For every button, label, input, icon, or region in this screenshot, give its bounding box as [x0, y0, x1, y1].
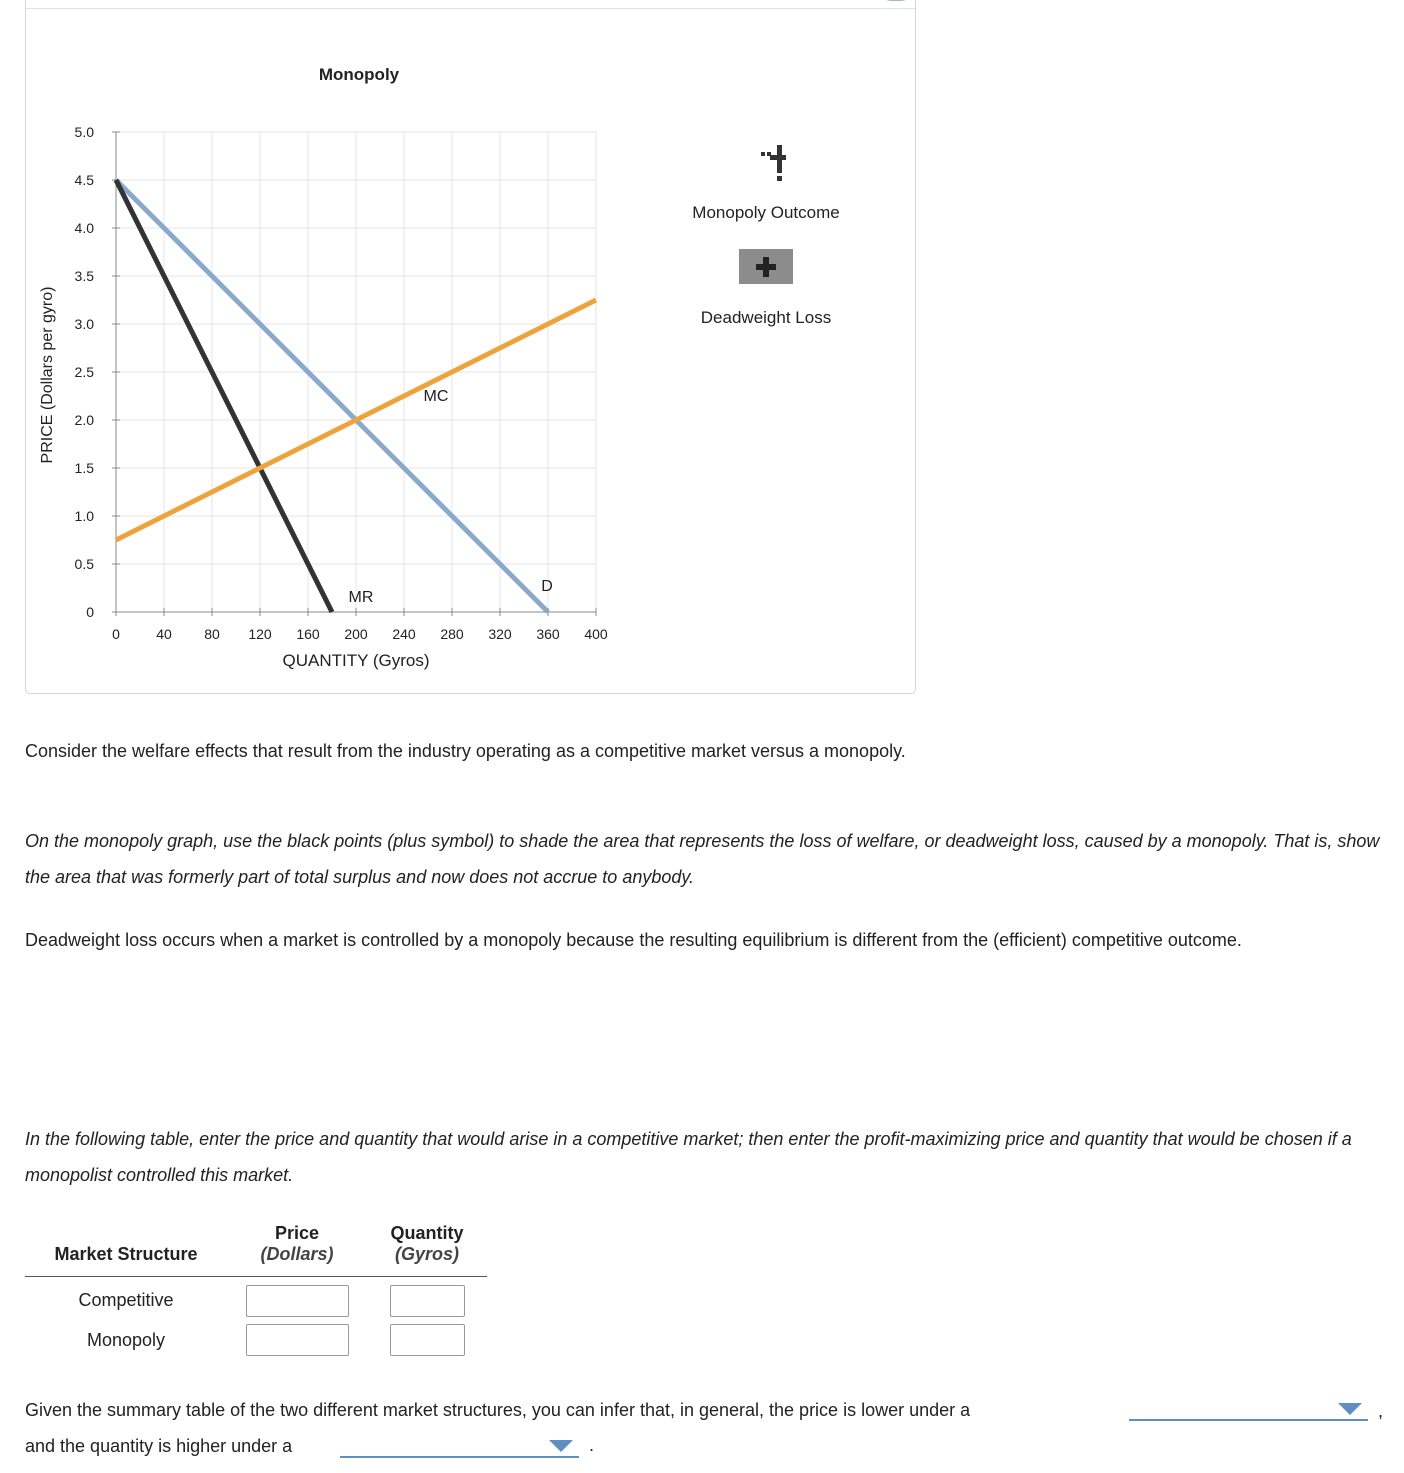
table-row	[25, 1277, 487, 1321]
plus-icon[interactable]	[739, 249, 793, 284]
series-line-d	[116, 180, 548, 612]
table-instruction-paragraph: In the following table, enter the price and quantity that would arise in a competitive market; then enter the profit-maximizing price and quantity that would be chosen if a monopolist controlled this market.	[25, 1129, 1352, 1185]
monopoly-outcome-label: Monopoly Outcome	[692, 203, 840, 222]
monopoly-chart[interactable]	[26, 0, 917, 695]
summary-sentence-part1: Given the summary table of the two different market structures, you can infer that, in general, the price is lower under a	[25, 1400, 971, 1420]
x-tick-label: 40	[156, 626, 172, 642]
series-label-d: D	[541, 578, 553, 595]
x-tick-label: 280	[440, 626, 464, 642]
graph-panel	[25, 0, 916, 694]
y-tick-label: 0	[86, 604, 94, 620]
table-row	[25, 1321, 487, 1360]
x-tick-label: 80	[204, 626, 220, 642]
y-axis-label: PRICE (Dollars per gyro)	[39, 286, 56, 464]
summary-sentence-part2: and the quantity is higher under a	[25, 1436, 293, 1456]
y-tick-label: 3.5	[74, 268, 94, 284]
x-tick-label: 0	[112, 626, 120, 642]
chart-title: Monopoly	[318, 65, 400, 84]
chart-grid	[116, 132, 596, 612]
series-label-mc: MC	[423, 388, 449, 405]
x-tick-label: 320	[488, 626, 512, 642]
chevron-down-icon	[1338, 1403, 1362, 1415]
y-tick-label: 5.0	[74, 124, 94, 140]
x-tick-label: 360	[536, 626, 560, 642]
quantity-header: Quantity	[390, 1223, 464, 1243]
row-label-monopoly: Monopoly	[86, 1329, 166, 1350]
monopoly-outcome-tool[interactable]	[706, 145, 826, 181]
market-structure-table	[25, 1210, 487, 1360]
monopoly-quantity-input[interactable]	[390, 1324, 465, 1356]
intro-paragraph: Consider the welfare effects that result from the industry operating as a competitive market versus a monopoly.	[25, 741, 906, 761]
explanation-paragraph: Deadweight loss occurs when a market is controlled by a monopoly because the resulting equilibrium is different from the (efficient) competitive outcome.	[25, 930, 1242, 950]
deadweight-loss-tool[interactable]	[739, 249, 793, 284]
chevron-down-icon	[549, 1440, 573, 1452]
price-unit-header: (Dollars)	[227, 1244, 367, 1277]
x-tick-label: 240	[392, 626, 416, 642]
period: .	[589, 1435, 595, 1455]
instruction-paragraph: On the monopoly graph, use the black points (plus symbol) to shade the area that represents the loss of welfare, or deadweight loss, caused by a monopoly. That is, show the area that was formerly part of total surplus and now does not accrue to anybody.	[25, 831, 1380, 887]
quantity-unit-header: (Gyros)	[367, 1244, 487, 1277]
plus-marker-icon[interactable]	[746, 145, 786, 181]
x-tick-label: 120	[248, 626, 272, 642]
competitive-price-input[interactable]	[246, 1285, 349, 1317]
monopoly-price-input[interactable]	[246, 1324, 349, 1356]
y-tick-label: 4.0	[74, 220, 94, 236]
x-axis-label: QUANTITY (Gyros)	[282, 651, 430, 670]
y-tick-label: 2.0	[74, 412, 94, 428]
comma: ,	[1378, 1401, 1384, 1421]
market-structure-header: Market Structure	[25, 1244, 227, 1277]
y-tick-label: 4.5	[74, 172, 94, 188]
x-tick-label: 400	[584, 626, 608, 642]
row-label-competitive: Competitive	[78, 1290, 174, 1311]
series-line-mr	[116, 180, 332, 612]
y-tick-label: 0.5	[74, 556, 94, 572]
x-tick-label: 160	[296, 626, 320, 642]
y-tick-label: 3.0	[74, 316, 94, 332]
price-header: Price	[274, 1223, 320, 1243]
x-tick-label: 200	[344, 626, 368, 642]
price-lower-dropdown[interactable]	[1129, 1399, 1368, 1421]
quantity-higher-dropdown[interactable]	[340, 1436, 579, 1458]
y-tick-label: 2.5	[74, 364, 94, 380]
series-label-mr: MR	[348, 589, 374, 606]
deadweight-loss-label: Deadweight Loss	[700, 308, 832, 327]
competitive-quantity-input[interactable]	[390, 1285, 465, 1317]
y-tick-label: 1.0	[74, 508, 94, 524]
y-tick-label: 1.5	[74, 460, 94, 476]
